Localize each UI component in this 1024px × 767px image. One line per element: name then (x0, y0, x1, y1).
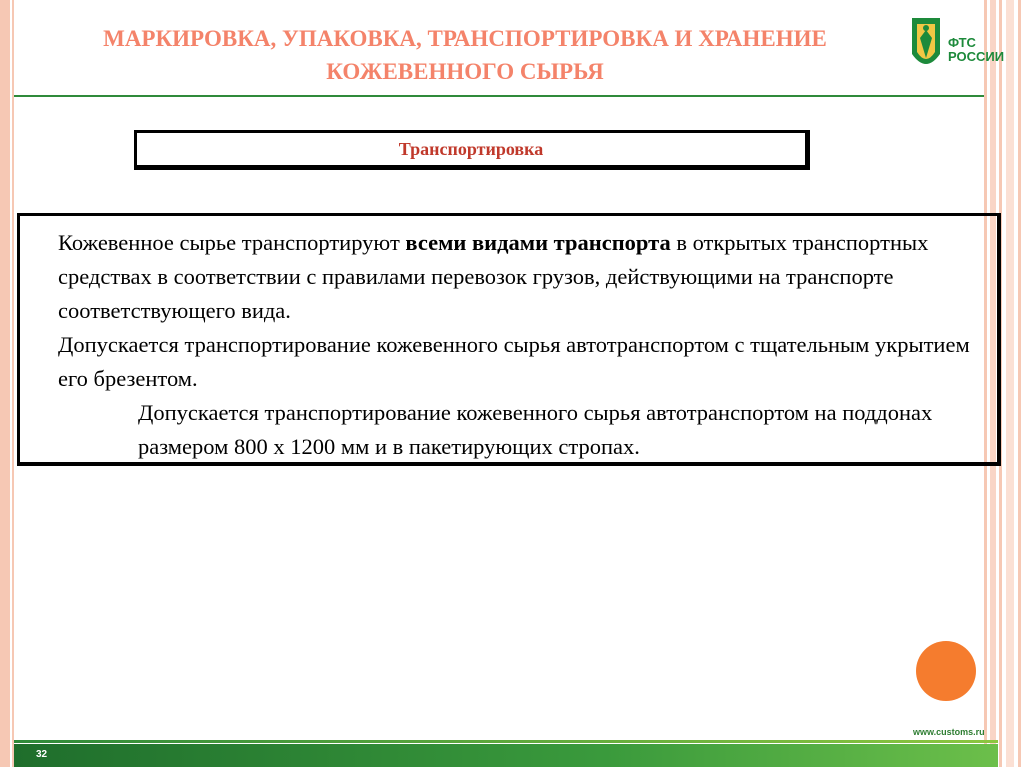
header-divider (14, 95, 984, 97)
section-heading-box (134, 130, 810, 170)
page-number: 32 (36, 749, 48, 760)
paragraph-1-emphasis: всеми видами транспорта (405, 230, 671, 255)
footer-bar (14, 744, 998, 767)
logo-line-1: ФТС (948, 35, 976, 50)
paragraph-1-text-end: в открытых транспортных средствах в соответствии с правилами перевозок грузов, действующими на транспорте соответствующего вида. (58, 230, 929, 323)
paragraph-1-text-start: Кожевенное сырье транспортируют (58, 230, 406, 255)
paragraph-1 (32, 226, 985, 328)
decor-circle (916, 641, 976, 701)
paragraph-3: Допускается транспортирование кожевенного сырья автотранспортом на поддонах размером 800 х 1200 мм и в пакетирующих стропах. (138, 400, 933, 459)
left-decor-stripe (0, 0, 10, 767)
logo-line-2: РОССИИ (948, 49, 1005, 64)
logo (908, 14, 1008, 76)
paragraph-2: Допускается транспортирование кожевенного сырья автотранспортом с тщательным укрытием его брезентом. (58, 332, 970, 391)
left-decor-stripe-thin (12, 0, 14, 767)
footer-url: www.customs.ru (913, 727, 985, 737)
section-heading: Транспортировка (398, 138, 544, 159)
customs-emblem-icon (908, 14, 944, 76)
footer-stripe (14, 740, 998, 743)
slide-title: МАРКИРОВКА, УПАКОВКА, ТРАНСПОРТИРОВКА И ХРАНЕНИЕ КОЖЕВЕННОГО СЫРЬЯ (103, 26, 827, 84)
content-box (17, 213, 1001, 466)
